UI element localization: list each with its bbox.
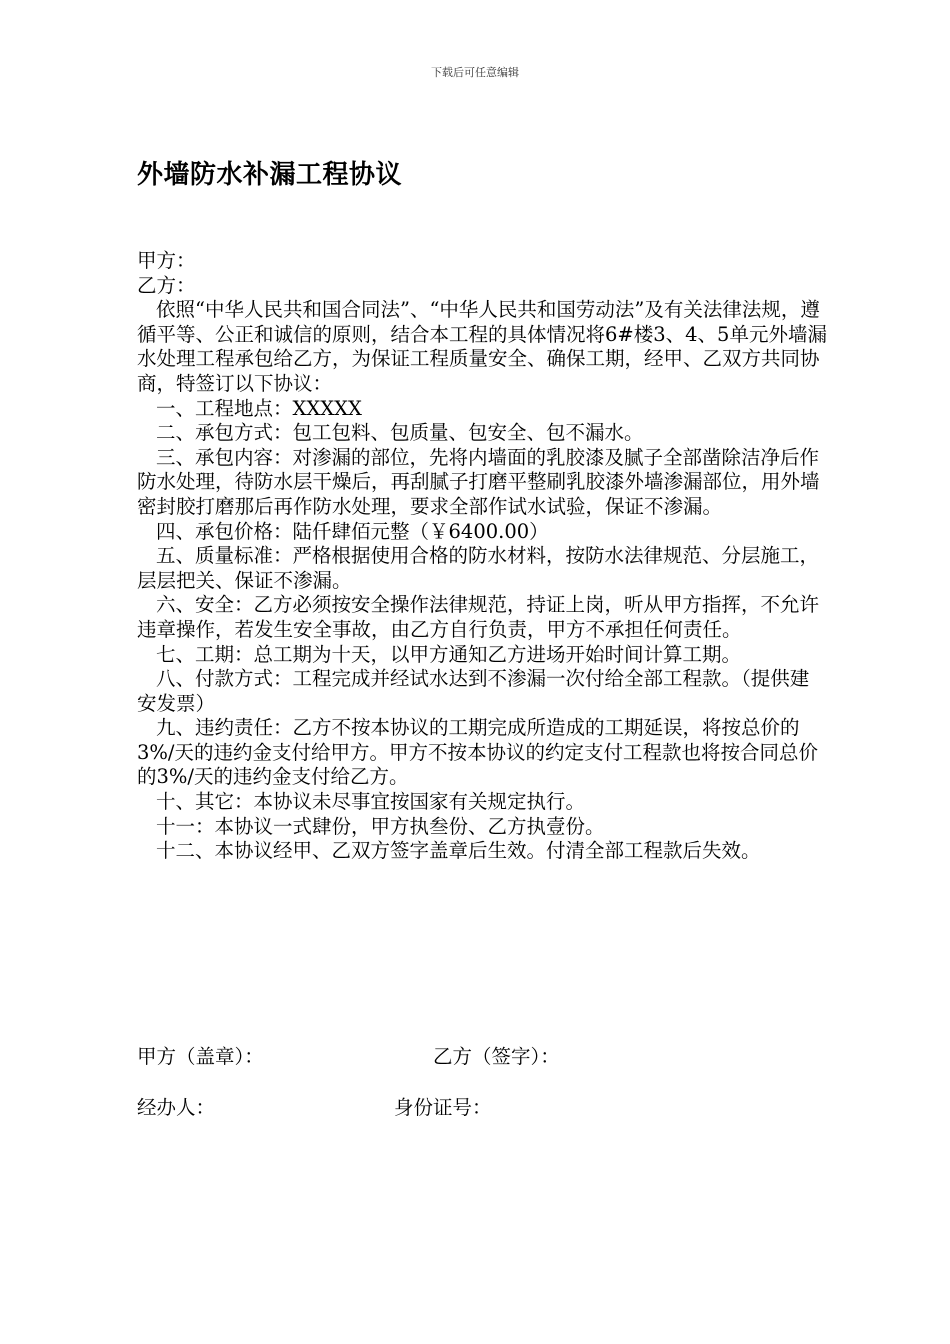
party-a-label: 甲方：: [137, 249, 196, 272]
document-body: [137, 249, 827, 864]
clause-other: 十、其它：本协议未尽事宜按国家有关规定执行。: [156, 790, 586, 814]
clause-effective: 十二、本协议经甲、乙双方签字盖章后生效。付清全部工程款后失效。: [156, 839, 761, 863]
party-b-label: 乙方：: [137, 273, 196, 297]
clause-liability: 九、违约责任：乙方不按本协议的工期完成所造成的工期延误，将按总价的3%/天的违约金支付给甲方。甲方不按本协议的约定支付工程款也将按合同总价的3%/天的违约金支付给乙方。: [137, 716, 819, 789]
clause-contract-method: 二、承包方式：包工包料、包质量、包安全、包不漏水。: [156, 421, 644, 445]
clause-price: 四、承包价格：陆仟肆佰元整（￥6400.00）: [156, 519, 549, 543]
handler-label: 经办人：: [137, 1096, 216, 1119]
clause-contract-content: 三、承包内容：对渗漏的部位，先将内墙面的乳胶漆及腻子全部凿除洁净后作防水处理，待防水层干燥后，再刮腻子打磨平整刷乳胶漆外墙渗漏部位，用外墙密封胶打磨那后再作防水处理，要求全部作试水试验，保证不渗漏。: [137, 445, 820, 518]
page-header-note: 下载后可任意编辑: [431, 66, 519, 79]
party-a-seal-label: 甲方（盖章）：: [137, 1045, 264, 1068]
clause-location: 一、工程地点：XXXXX: [156, 396, 362, 420]
clause-safety: 六、安全：乙方必须按安全操作法律规范，持证上岗，听从甲方指挥，不允许违章操作，若发生安全事故，由乙方自行负责，甲方不承担任何责任。: [137, 593, 820, 641]
intro-paragraph: 依照“中华人民共和国合同法”、“中华人民共和国劳动法”及有关法律法规，遵循平等、公正和诚信的原则，结合本工程的具体情况将6#楼3、4、5单元外墙漏水处理工程承包给乙方，为保证工程质量安全、确保工期，经甲、乙双方共同协商，特签订以下协议：: [137, 298, 827, 395]
clause-payment: 八、付款方式：工程完成并经试水达到不渗漏一次付给全部工程款。（提供建安发票）: [137, 667, 810, 715]
document-title: 外墙防水补漏工程协议: [137, 160, 403, 190]
party-b-sign-label: 乙方（签字）：: [433, 1045, 560, 1068]
clause-quality: 五、质量标准：严格根据使用合格的防水材料，按防水法律规范、分层施工，层层把关、保证不渗漏。: [137, 544, 820, 592]
clause-duration: 七、工期：总工期为十天，以甲方通知乙方进场开始时间计算工期。: [156, 642, 742, 666]
clause-copies: 十一：本协议一式肆份，甲方执叁份、乙方执壹份。: [156, 814, 605, 838]
id-number-label: 身份证号：: [394, 1096, 492, 1119]
